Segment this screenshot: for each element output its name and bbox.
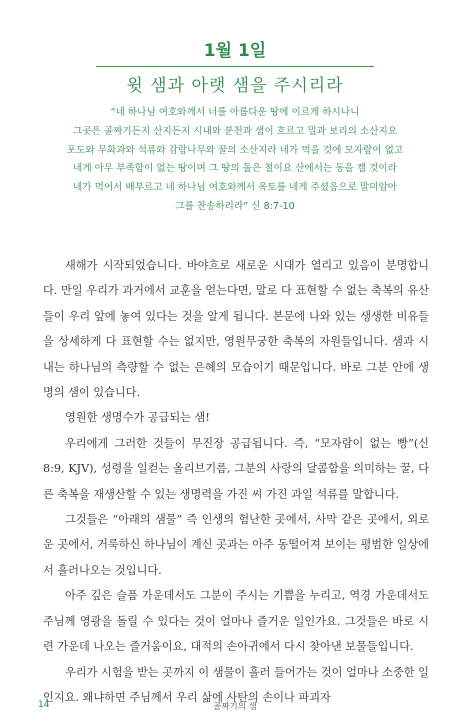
verse-last-line: 그를 찬송하리라” — [175, 200, 249, 212]
page-title: 윗 샘과 아랫 샘을 주시리라 — [126, 76, 344, 96]
body-paragraph: 영원한 생명수가 공급되는 샘! — [65, 411, 210, 425]
verse-line: 네게 아무 부족함이 없는 땅이며 그 땅의 돌은 철이요 산에서는 동을 캘 것이라 — [73, 163, 397, 175]
verse-reference: 신 8:7-10 — [251, 200, 295, 212]
title-divider — [96, 66, 374, 67]
body-paragraph: 새해가 시작되었습니다. 바야흐로 새로운 시대가 열리고 있음이 분명합니다. 만일 우리가 과거에서 교훈을 얻는다면, 말로 다 표현할 수 없는 축복의 유산들이 우리 앞에 놓여 있다는 것을 알게 됩니다. 본문에 나와 있는 생생한 비유들을 상세하게 다 표현할 수는 없지만, 영원무궁한 축복의 자원들입니다. 샘과 시내는 하나님의 측량할 수 없는 은혜의 모습이기 때문입니다. 바로 그분 안에 생명의 샘이 있습니다. — [43, 259, 429, 400]
verse-line — [40, 198, 430, 217]
scripture-quote — [40, 104, 430, 217]
verse-line: “네 하나님 여호와께서 너를 아름다운 땅에 이르게 하시나니 — [110, 107, 360, 118]
verse-line: 포도와 무화과와 석류와 감람나무와 꿀의 소산지라 네가 먹을 것에 모자람이 없고 — [66, 144, 404, 156]
running-footer-title: 골짜기의 샘 — [213, 702, 257, 712]
page-number: 14 — [38, 700, 50, 710]
devotional-body — [43, 253, 429, 710]
verse-line: 그곳은 골짜기든지 산지든지 시내와 분천과 샘이 흐르고 밀과 보리의 소산지요 — [72, 125, 397, 137]
date-heading: 1월 1일 — [203, 41, 267, 61]
body-paragraph: 그것들은 “아래의 샘물” 즉 인생의 험난한 곳에서, 사막 같은 곳에서, 외로운 곳에서, 거룩하신 하나님이 계신 곳과는 아주 동떨어져 보이는 평범한 일상에서 흘러나오는 것입니다. — [43, 513, 429, 577]
body-paragraph: 아주 깊은 슬픔 가운데서도 그분이 주시는 기쁨을 누리고, 역경 가운데서도 주님께 영광을 돌릴 수 있다는 것이 얼마나 즐거운 일인가요. 그것들은 바로 시련 가운데 나오는 즐거움이요, 대적의 손아귀에서 다시 찾아낸 보물들입니다. — [43, 589, 429, 654]
body-paragraph: 우리에게 그러한 것들이 무진장 공급됩니다. 즉, “모자람이 없는 빵”(신 8:9, KJV), 성령을 일컫는 올리브기름, 그분의 사랑의 달콤함을 의미하는 꿀, 다른 축복을 재생산할 수 있는 생명력을 가진 씨 가진 과일 석류를 말합니다. — [43, 436, 429, 501]
body-paragraph: 우리가 시험을 받는 곳까지 이 샘물이 흘러 들어가는 것이 얼마나 소중한 일인지요. 왜냐하면 주님께서 우리 삶에 사탄의 손이나 파괴자 — [43, 665, 429, 704]
verse-line: 네가 먹어서 배부르고 네 하나님 여호와께서 옥토를 네게 주셨음으로 말미암아 — [72, 182, 397, 194]
